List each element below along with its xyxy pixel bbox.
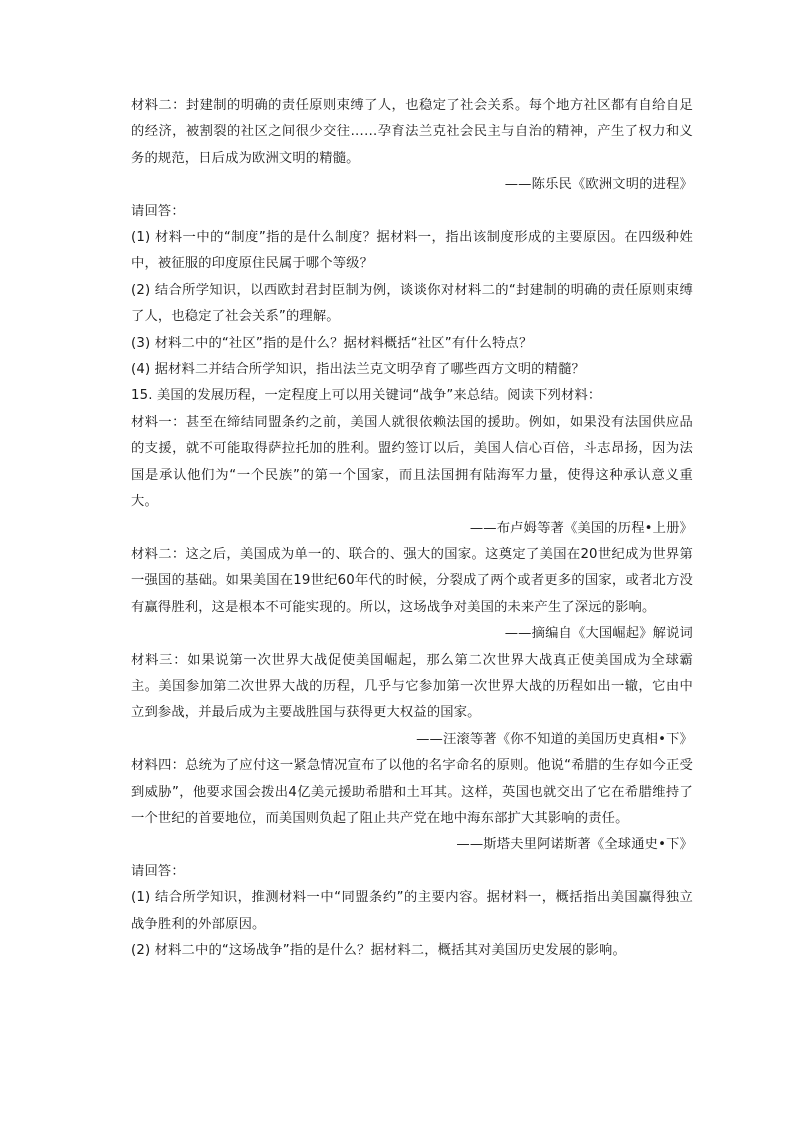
- q14-question-4: (4) 据材料二并结合所学知识，指出法兰克文明孕育了哪些西方文明的精髓？: [131, 362, 585, 378]
- q15-material2-text: 材料二：这之后，美国成为单一的、联合的、强大的国家。这奠定了美国在20世纪成为世界第一强国的基础。如果美国在19世纪60年代的时候，分裂成了两个或者更多的国家，或者北方没有赢得胜利，这是根本不可能实现的。所以，这场战争对美国的未来产生了深远的影响。: [131, 546, 693, 615]
- q14-answer-prompt: 请回答：: [131, 203, 185, 219]
- q14-material2-text: 材料二：封建制的明确的责任原则束缚了人，也稳定了社会关系。每个地方社区都有自给自足的经济，被割裂的社区之间很少交往……孕育法兰克社会民主与自治的精神，产生了权力和义务的规范，日后成为欧洲文明的精髓。: [131, 98, 693, 166]
- q15-material4-source: ——斯塔夫里阿诺斯著《全球通史•下》: [456, 837, 693, 853]
- q15-question-2: (2) 材料二中的“这场战争”指的是什么？据材料二，概括其对美国历史发展的影响。: [131, 943, 626, 958]
- q14-question-3: (3) 材料二中的“社区”指的是什么？据材料概括“社区”有什么特点？: [131, 335, 533, 351]
- exam-page: [131, 93, 693, 964]
- q15-material2-source: ——摘编自《大国崛起》解说词: [504, 626, 693, 642]
- q15-material3-text: 材料三：如果说第一次世界大战促使美国崛起，那么第二次世界大战真正使美国成为全球霸主。美国参加第二次世界大战的历程，几乎与它参加第一次世界大战的历程如出一辙，它由中立到参战，并最后成为主要战胜国与获得更大权益的国家。: [131, 652, 693, 721]
- q15-material1-source: ——布卢姆等著《美国的历程•上册》: [469, 520, 693, 536]
- q15-material4-text: 材料四：总统为了应付这一紧急情况宣布了以他的名字命名的原则。他说“希腊的生存如今正受到威胁”，他要求国会拨出4亿美元援助希腊和土耳其。这样，英国也就交出了它在希腊维持了一个世纪的首要地位，而美国则负起了阻止共产党在地中海东部扩大其影响的责任。: [131, 758, 693, 826]
- q14-question-1: (1) 材料一中的“制度”指的是什么制度？据材料一，指出该制度形成的主要原因。在四级种姓中，被征服的印度原住民属于哪个等级？: [131, 230, 693, 272]
- q15-material3-source: ——汪滚等著《你不知道的美国历史真相•下》: [416, 731, 693, 747]
- q15-question-1: (1) 结合所学知识，推测材料一中“同盟条约”的主要内容。据材料一，概括指出美国赢得独立战争胜利的外部原因。: [131, 890, 693, 932]
- q15-material1-text: 材料一：甚至在缔结同盟条约之前，美国人就很依赖法国的援助。例如，如果没有法国供应品的支援，就不可能取得萨拉托加的胜利。盟约签订以后，美国人信心百倍，斗志昂扬，因为法国是承认他们为“一个民族”的第一个国家，而且法国拥有陆海军力量，使得这种承认意义重大。: [131, 414, 693, 510]
- q15-answer-prompt: 请回答：: [131, 863, 185, 879]
- q14-question-2: (2) 结合所学知识，以西欧封君封臣制为例，谈谈你对材料二的“封建制的明确的责任原则束缚了人，也稳定了社会关系”的理解。: [131, 282, 693, 325]
- q14-material2-source: ——陈乐民《欧洲文明的进程》: [504, 177, 693, 193]
- q15-intro: 15. 美国的发展历程，一定程度上可以用关键词“战争”来总结。阅读下列材料：: [131, 388, 602, 404]
